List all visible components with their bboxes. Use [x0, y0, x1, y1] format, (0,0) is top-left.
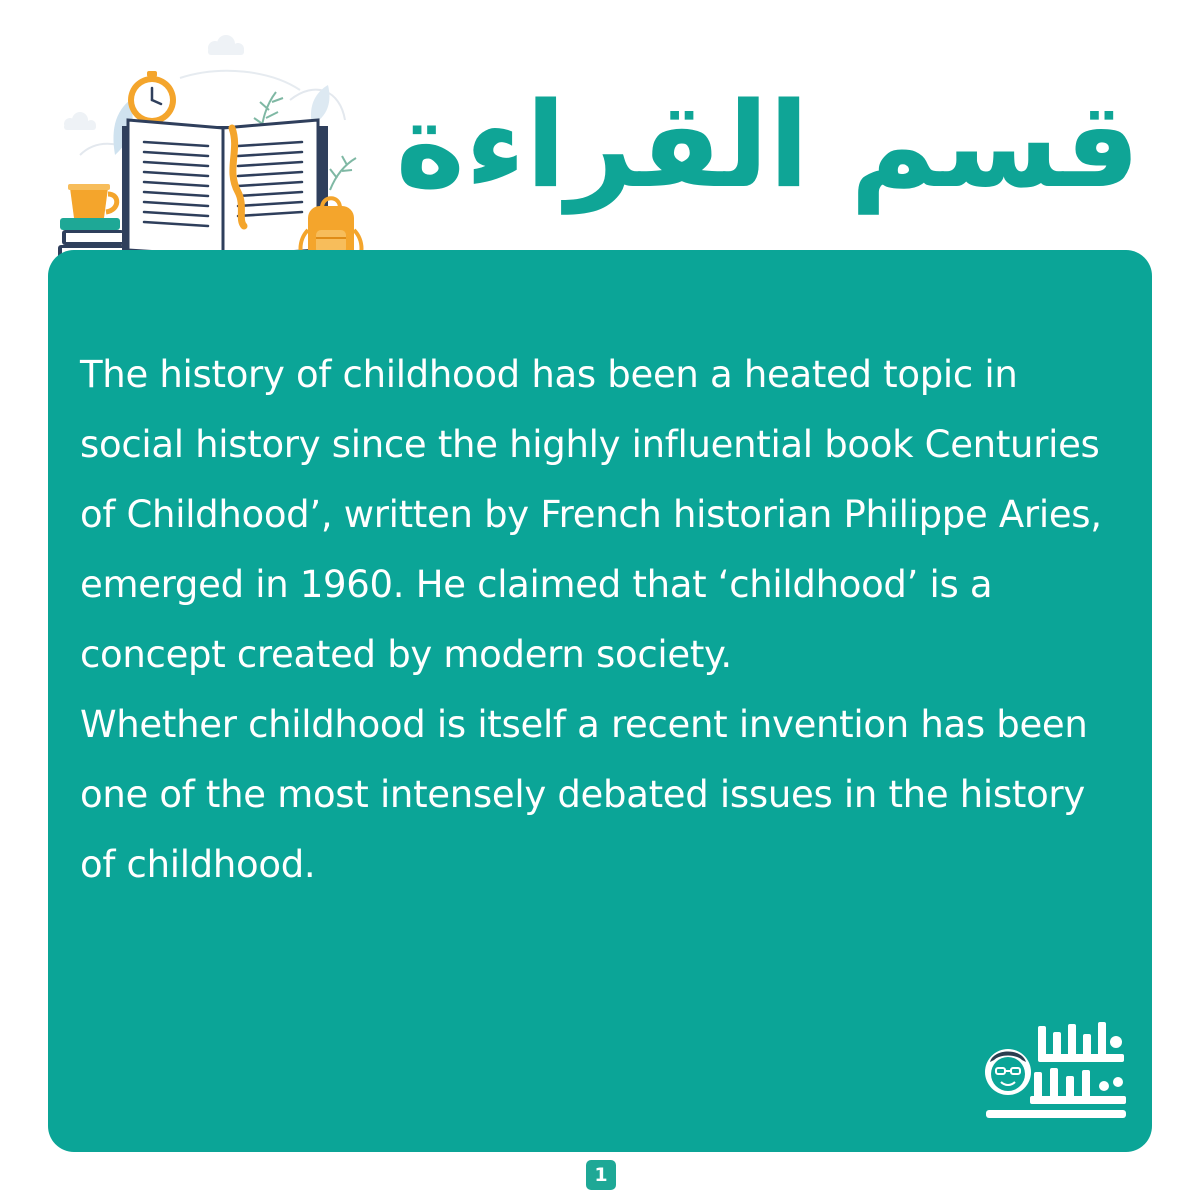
- brand-logo: [978, 1018, 1130, 1126]
- paragraph: The history of childhood has been a heated topic in social history since the highly influential book Centuries of Childhood’, written by French historian Philippe Aries, emerged in 1960. He claimed that ‘childhood’ is a concept created by modern society.: [80, 353, 1102, 676]
- decorative-swirl: [180, 71, 300, 90]
- cloud-icon: [208, 35, 244, 55]
- article-text: [80, 340, 1130, 900]
- reading-illustration: [40, 30, 400, 280]
- page-title: قسم القراءة: [395, 76, 1140, 214]
- cloud-icon: [64, 112, 96, 130]
- page-number-badge: 1: [586, 1160, 616, 1190]
- mug-icon: [68, 184, 117, 218]
- clock-icon: [128, 71, 176, 124]
- face-portrait-icon: [985, 1049, 1031, 1095]
- paragraph: Whether childhood is itself a recent invention has been one of the most intensely debated issues in the history of childhood.: [80, 703, 1088, 886]
- open-book-icon: [122, 120, 328, 262]
